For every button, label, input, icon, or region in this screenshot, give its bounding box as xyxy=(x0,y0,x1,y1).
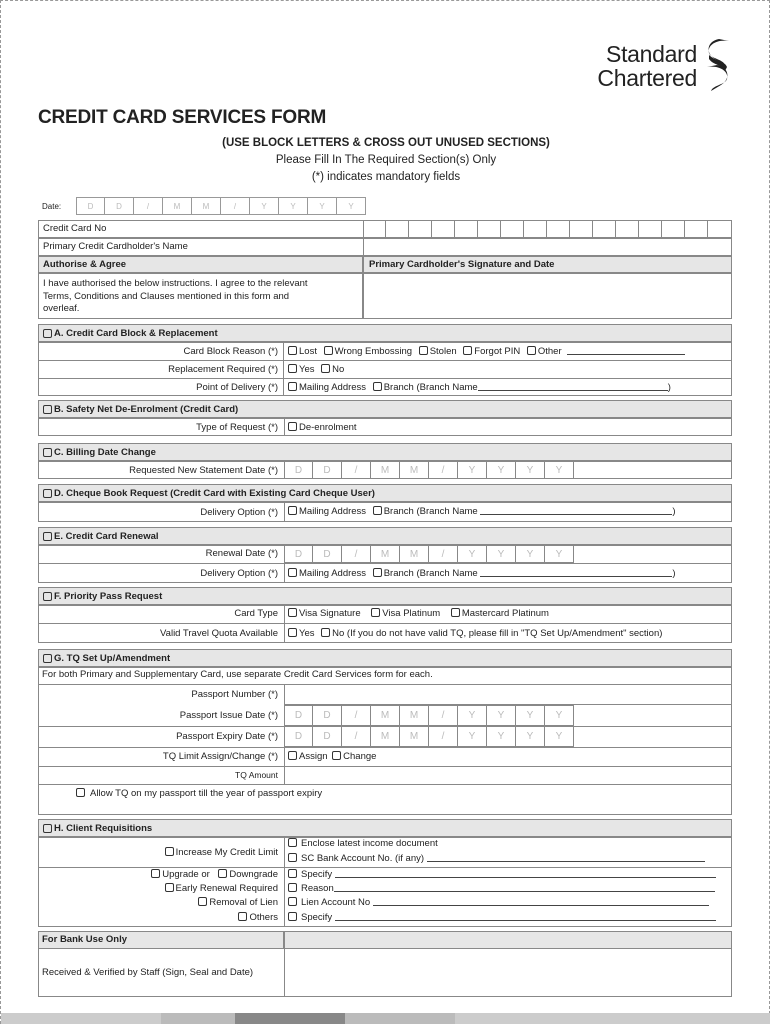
card-type-options: Visa Signature Visa Platinum Mastercard Platinum xyxy=(288,608,549,619)
d-delivery-options: Mailing Address Branch (Branch Name ) xyxy=(288,506,676,517)
branch-name-line[interactable] xyxy=(480,576,672,577)
authorise-label: Authorise & Agree xyxy=(43,259,127,270)
signature-box[interactable] xyxy=(363,273,732,319)
checkbox-others[interactable] xyxy=(238,912,247,921)
new-statement-date-boxes[interactable]: D D / M M / Y Y Y Y xyxy=(284,461,574,479)
signature-label: Primary Cardholder's Signature and Date xyxy=(369,259,555,270)
checkbox-early-renewal[interactable] xyxy=(165,883,174,892)
date-box[interactable]: Y xyxy=(337,197,366,215)
date-box[interactable]: M xyxy=(192,197,221,215)
others-specify-line[interactable] xyxy=(335,920,716,921)
date-box[interactable]: D xyxy=(105,197,134,215)
card-no-label: Credit Card No xyxy=(43,223,107,234)
section-a-title: A. Credit Card Block & Replacement xyxy=(54,327,218,339)
date-box[interactable]: Y xyxy=(308,197,337,215)
card-block-reason-label: Card Block Reason (*) xyxy=(183,346,278,357)
early-renewal-option: Early Renewal Required xyxy=(38,883,284,894)
checkbox-specify[interactable] xyxy=(288,869,297,878)
checkbox-lien-account[interactable] xyxy=(288,897,297,906)
checkbox-icon[interactable] xyxy=(43,329,52,338)
checkbox-no[interactable] xyxy=(321,364,330,373)
brand-line1: Standard xyxy=(606,41,697,67)
subtitle-block-letters: (USE BLOCK LETTERS & CROSS OUT UNUSED SECTIONS) xyxy=(222,137,550,149)
allow-tq-option: Allow TQ on my passport till the year of passport expiry xyxy=(76,788,322,799)
travel-quota-options: Yes No (If you do not have valid TQ, please fill in "TQ Set Up/Amendment" section) xyxy=(288,628,662,639)
brand-line2: Chartered xyxy=(597,65,697,91)
checkbox-downgrade[interactable] xyxy=(218,869,227,878)
checkbox-sc-account[interactable] xyxy=(288,853,297,862)
section-a-header[interactable] xyxy=(38,324,732,342)
type-of-request-options: De-enrolment xyxy=(288,422,357,433)
subtitle-mandatory: (*) indicates mandatory fields xyxy=(311,171,461,183)
passport-issue-date-label: Passport Issue Date (*) xyxy=(179,710,278,721)
section-b-header[interactable] xyxy=(38,400,732,418)
others-option: Others xyxy=(38,912,284,923)
checkbox-wrong-embossing[interactable] xyxy=(324,346,333,355)
sc-account-line[interactable] xyxy=(427,861,705,862)
section-c-title: C. Billing Date Change xyxy=(54,446,156,458)
checkbox-icon[interactable] xyxy=(43,532,52,541)
checkbox-no[interactable] xyxy=(321,628,330,637)
checkbox-lost[interactable] xyxy=(288,346,297,355)
enclose-income-option: Enclose latest income document xyxy=(288,838,438,849)
passport-issue-date-boxes[interactable]: D D / M M / Y Y Y Y xyxy=(284,705,574,726)
checkbox-assign[interactable] xyxy=(288,751,297,760)
standard-chartered-logo-icon xyxy=(703,37,733,95)
reason-option: Reason xyxy=(288,883,715,894)
date-box[interactable]: Y xyxy=(250,197,279,215)
tq-amount-field[interactable] xyxy=(284,766,732,784)
passport-expiry-date-boxes[interactable]: D D / M M / Y Y Y Y xyxy=(284,726,574,747)
section-h-title: H. Client Requisitions xyxy=(54,822,153,834)
date-box[interactable]: Y xyxy=(279,197,308,215)
section-d-title: D. Cheque Book Request (Credit Card with Existing Card Cheque User) xyxy=(54,487,375,499)
card-block-reason-options: Lost Wrong Embossing Stolen Forgot PIN Other xyxy=(288,346,685,357)
authorise-text-1: I have authorised the below instructions. I agree to the relevant xyxy=(43,278,308,289)
checkbox-branch[interactable] xyxy=(373,568,382,577)
date-box[interactable]: M xyxy=(163,197,192,215)
upgrade-specify: Specify xyxy=(288,869,716,880)
tq-limit-options: Assign Change xyxy=(288,751,376,762)
other-reason-line[interactable] xyxy=(567,354,685,355)
increase-limit-option: Increase My Credit Limit xyxy=(38,847,284,858)
checkbox-yes[interactable] xyxy=(288,364,297,373)
section-g-title: G. TQ Set Up/Amendment xyxy=(54,652,171,664)
sc-account-option: SC Bank Account No. (if any) xyxy=(288,853,705,864)
cardholder-name-field[interactable] xyxy=(363,238,732,256)
renewal-date-label: Renewal Date (*) xyxy=(205,548,278,559)
checkbox-removal-lien[interactable] xyxy=(198,897,207,906)
tq-amount-label: TQ Amount xyxy=(235,770,278,780)
date-row xyxy=(38,197,366,215)
replacement-options: Yes No xyxy=(288,364,344,375)
checkbox-icon[interactable] xyxy=(43,489,52,498)
point-of-delivery-options: Mailing Address Branch (Branch Name ) xyxy=(288,382,671,393)
checkbox-stolen[interactable] xyxy=(419,346,428,355)
date-box[interactable]: / xyxy=(134,197,163,215)
replacement-required-label: Replacement Required (*) xyxy=(168,364,278,375)
checkbox-branch[interactable] xyxy=(373,506,382,515)
bank-use-title: For Bank Use Only xyxy=(42,934,127,945)
passport-number-field[interactable] xyxy=(284,684,732,705)
checkbox-icon[interactable] xyxy=(43,405,52,414)
form-title: CREDIT CARD SERVICES FORM xyxy=(38,107,327,128)
checkbox-mastercard-platinum[interactable] xyxy=(451,608,460,617)
subtitle-fill-sections: Please Fill In The Required Section(s) Only xyxy=(275,154,497,166)
removal-lien-option: Removal of Lien xyxy=(38,897,284,908)
lien-account-option: Lien Account No xyxy=(288,897,709,908)
section-c-header[interactable] xyxy=(38,443,732,461)
branch-name-line[interactable] xyxy=(480,514,672,515)
authorise-text-2: Terms, Conditions and Clauses mentioned in this form and xyxy=(43,291,290,302)
section-d-header[interactable] xyxy=(38,484,732,502)
point-of-delivery-label: Point of Delivery (*) xyxy=(196,382,278,393)
lien-account-line[interactable] xyxy=(373,905,709,906)
tq-limit-label: TQ Limit Assign/Change (*) xyxy=(162,751,278,762)
checkbox-enclose-income[interactable] xyxy=(288,838,297,847)
e-delivery-label: Delivery Option (*) xyxy=(200,568,278,579)
section-g-header[interactable] xyxy=(38,649,732,667)
section-f-title: F. Priority Pass Request xyxy=(54,590,163,602)
d-delivery-label: Delivery Option (*) xyxy=(200,507,278,518)
type-of-request-label: Type of Request (*) xyxy=(196,422,278,433)
checkbox-mailing-address[interactable] xyxy=(288,568,297,577)
received-verified-label: Received & Verified by Staff (Sign, Seal and Date) xyxy=(42,967,254,978)
section-b-title: B. Safety Net De-Enrolment (Credit Card) xyxy=(54,403,239,415)
passport-number-label: Passport Number (*) xyxy=(191,689,278,700)
checkbox-mailing-address[interactable] xyxy=(288,382,297,391)
card-no-boxes[interactable] xyxy=(363,220,732,238)
checkbox-visa-platinum[interactable] xyxy=(371,608,380,617)
checkbox-branch[interactable] xyxy=(373,382,382,391)
checkbox-upgrade[interactable] xyxy=(151,869,160,878)
section-e-title: E. Credit Card Renewal xyxy=(54,530,159,542)
renewal-date-boxes[interactable]: D D / M M / Y Y Y Y xyxy=(284,545,574,563)
upgrade-downgrade-option: Upgrade or Downgrade xyxy=(38,869,284,880)
checkbox-specify[interactable] xyxy=(288,912,297,921)
checkbox-reason[interactable] xyxy=(288,883,297,892)
checkbox-forgot-pin[interactable] xyxy=(463,346,472,355)
checkbox-mailing-address[interactable] xyxy=(288,506,297,515)
checkbox-icon[interactable] xyxy=(43,448,52,457)
e-delivery-options: Mailing Address Branch (Branch Name ) xyxy=(288,568,676,579)
section-h-header[interactable] xyxy=(38,819,732,837)
brand-logo xyxy=(597,37,733,95)
passport-expiry-date-label: Passport Expiry Date (*) xyxy=(176,731,278,742)
checkbox-icon[interactable] xyxy=(43,824,52,833)
others-specify: Specify xyxy=(288,912,716,923)
checkbox-visa-signature[interactable] xyxy=(288,608,297,617)
new-statement-date-label: Requested New Statement Date (*) xyxy=(129,465,278,476)
checkbox-icon[interactable] xyxy=(43,654,52,663)
authorise-text-3: overleaf. xyxy=(43,303,80,314)
checkbox-other[interactable] xyxy=(527,346,536,355)
date-box[interactable]: D xyxy=(76,197,105,215)
checkbox-icon[interactable] xyxy=(43,592,52,601)
cardholder-name-label: Primary Credit Cardholder's Name xyxy=(43,241,188,252)
section-e-header[interactable] xyxy=(38,527,732,545)
specify-line[interactable] xyxy=(335,877,716,878)
footer-bar xyxy=(1,1013,770,1024)
branch-name-line[interactable] xyxy=(478,390,668,391)
date-label: Date: xyxy=(42,201,62,211)
date-box[interactable]: / xyxy=(221,197,250,215)
checkbox-allow-tq[interactable] xyxy=(76,788,85,797)
tq-note: For both Primary and Supplementary Card, use separate Credit Card Services form for each. xyxy=(42,669,433,680)
checkbox-de-enrolment[interactable] xyxy=(288,422,297,431)
checkbox-increase-limit[interactable] xyxy=(165,847,174,856)
travel-quota-label: Valid Travel Quota Available xyxy=(160,628,278,639)
checkbox-yes[interactable] xyxy=(288,628,297,637)
card-type-label: Card Type xyxy=(234,608,278,619)
reason-line[interactable] xyxy=(334,891,715,892)
checkbox-change[interactable] xyxy=(332,751,341,760)
section-f-header[interactable] xyxy=(38,587,732,605)
